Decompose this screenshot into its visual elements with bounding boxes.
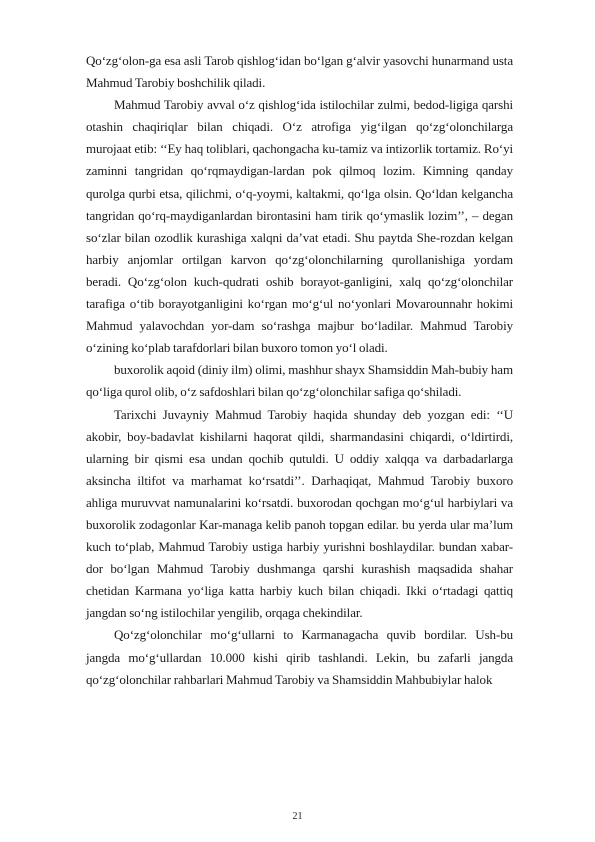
paragraph-1: Qo‘zg‘olon-ga esa asli Tarob qishlog‘idan bo‘lgan g‘alvir yasovchi hunarmand usta Mahmud Tarobiy boshchilik qiladi. bbox=[86, 53, 513, 91]
paragraph-5: Qo‘zg‘olonchilar mo‘g‘ullarni to Karmanagacha quvib bordilar. Ush-bu jangda mo‘g‘ullardan 10.000 kishi qirib tashlandi. Lekin, bu zafarli jangda qo‘zg‘olonchilar rahbarlari Mahmud Tarobiy va Shamsiddin Mahbubiylar halok bbox=[86, 627, 513, 687]
page-number: 21 bbox=[292, 811, 303, 822]
document-page bbox=[86, 50, 513, 691]
paragraph-2: Mahmud Tarobiy avval o‘z qishlog‘ida istilochilar zulmi, bedod-ligiga qarshi otashin chaqiriqlar bilan chiqadi. O‘z atrofiga yig‘ilgan qo‘zg‘olonchilarga murojaat etib: ‘‘Ey haq toliblari, qachongacha ku-tamiz va intizorlik tortamiz. Ro‘yi zaminni tangridan qo‘rqmaydigan-lardan pok qilmoq lozim. Kimning qanday qurolga qurbi etsa, qilichmi, o‘q-yoymi, kaltakmi, qo‘lga olsin. Qo‘ldan kelgancha tangridan qo‘rq-maydiganlardan birontasini ham tirik qo‘ymaslik lozim’’, – degan so‘zlar bilan ozodlik kurashiga xalqni da’vat etadi. Shu paytda She-rozdan kelgan harbiy anjomlar ortilgan karvon qo‘zg‘olonchilarning qurollanishiga yordam beradi. Qo‘zg‘olon kuch-qudrati oshib borayot-ganligini, xalq qo‘zg‘olonchilar tarafiga o‘tib borayotganligini ko‘rgan mo‘g‘ul no‘yonlari Movarounnahr hokimi Mahmud yalavochdan yor-dam so‘rashga majbur bo‘ladilar. Mahmud Tarobiy o‘zining ko‘plab tarafdorlari bilan buxoro tomon yo‘l oladi. bbox=[86, 97, 513, 356]
paragraph-3: buxorolik aqoid (diniy ilm) olimi, mashhur shayx Shamsiddin Mah-bubiy ham qo‘liga qurol olib, o‘z safdoshlari bilan qo‘zg‘olonchilar safiga qo‘shiladi. bbox=[86, 362, 513, 400]
paragraph-4: Tarixchi Juvayniy Mahmud Tarobiy haqida shunday deb yozgan edi: ‘‘U akobir, boy-badavlat kishilarni haqorat qildi, sharmandasini chiqardi, o‘ldirtirdi, ularning bir qismi esa undan qochib qutuldi. U oddiy xalqqa va darbadarlarga aksincha iltifot va marhamat ko‘rsatdi’’. Darhaqiqat, Mahmud Tarobiy buxoro ahliga muruvvat namunalarini ko‘rsatdi. buxorodan qochgan mo‘g‘ul harbiylari va buxorolik zodagonlar Kar-managa kelib panoh topgan edilar. bu yerda ular ma’lum kuch to‘plab, Mahmud Tarobiy ustiga harbiy yurishni boshlaydilar. bundan xabar-dor bo‘lgan Mahmud Tarobiy dushmanga qarshi kurashish maqsadida shahar chetidan Karmana yo‘liga katta harbiy kuch bilan chiqadi. Ikki o‘rtadagi qattiq jangdan so‘ng istilochilar yengilib, orqaga chekindilar. bbox=[86, 406, 513, 621]
